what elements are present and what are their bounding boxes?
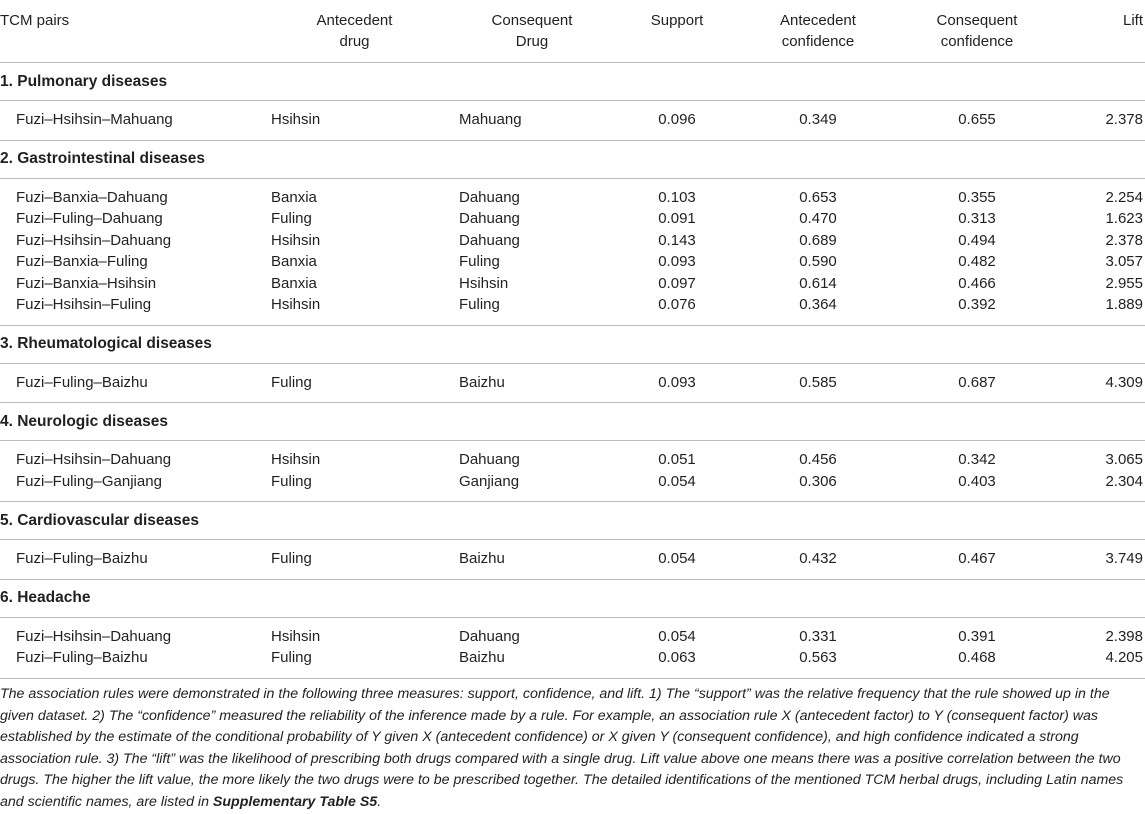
group-title: 5. Cardiovascular diseases — [0, 502, 1145, 540]
group-title: 4. Neurologic diseases — [0, 403, 1145, 441]
cell-consequent-drug: Hsihsin — [459, 274, 509, 292]
group-row — [0, 502, 1145, 540]
cell-antecedent-drug: Banxia — [271, 253, 317, 270]
group-row — [0, 325, 1145, 363]
cell-support: 0.097 — [658, 274, 696, 292]
table-header — [0, 0, 1145, 63]
cell-consequent-drug: Dahuang — [459, 210, 520, 227]
cell-pair: Fuzi–Hsihsin–Fuling — [16, 296, 152, 313]
cell-antecedent-drug: Hsihsin — [271, 296, 321, 313]
cell-consequent-drug: Dahuang — [459, 188, 520, 206]
cell-consequent-confidence: 0.482 — [958, 253, 996, 270]
supplementary-table-link[interactable]: Supplementary Table S5 — [212, 793, 378, 810]
cell-pair: Fuzi–Hsihsin–Dahuang — [16, 627, 172, 645]
cell-antecedent-confidence: 0.585 — [799, 373, 837, 391]
cell-antecedent-drug: Fuling — [271, 472, 312, 490]
table-row — [0, 230, 1145, 252]
cell-antecedent-confidence: 0.590 — [799, 253, 837, 270]
table-row — [0, 540, 1145, 580]
cell-antecedent-drug: Fuling — [262, 647, 447, 678]
cell-pair: Fuzi–Banxia–Dahuang — [16, 188, 168, 206]
cell-pair: Fuzi–Fuling–Dahuang — [16, 210, 163, 227]
cell-pair: Fuzi–Banxia–Fuling — [16, 253, 148, 270]
cell-antecedent-confidence: 0.470 — [799, 210, 837, 227]
cell-pair: Fuzi–Fuling–Baizhu — [16, 550, 148, 567]
cell-consequent-confidence: 0.468 — [899, 647, 1055, 678]
table-row — [0, 617, 1145, 647]
cell-consequent-drug: Ganjiang — [459, 472, 520, 490]
header-consequent-drug: Consequent Drug — [447, 0, 617, 63]
cell-lift: 3.065 — [1105, 451, 1143, 468]
table-row — [0, 363, 1145, 403]
cell-pair: Fuzi–Hsihsin–Dahuang — [16, 231, 172, 249]
table-row — [0, 441, 1145, 471]
table-row — [0, 101, 1145, 141]
cell-lift: 3.057 — [1105, 253, 1143, 270]
group-title: 6. Headache — [0, 579, 1145, 617]
cell-consequent-drug: Dahuang — [459, 627, 520, 645]
cell-lift: 2.378 — [1105, 231, 1143, 249]
cell-lift: 1.889 — [1105, 296, 1143, 313]
header-consequent-confidence: Consequent confidence — [899, 0, 1055, 63]
group-row — [0, 403, 1145, 441]
cell-lift: 4.205 — [1055, 647, 1145, 678]
cell-pair: Fuzi–Hsihsin–Dahuang — [16, 451, 172, 468]
header-antecedent-drug: Antecedent drug — [262, 0, 447, 63]
cell-antecedent-drug: Hsihsin — [271, 111, 321, 128]
cell-consequent-confidence: 0.494 — [958, 231, 996, 249]
cell-lift: 2.955 — [1105, 274, 1143, 292]
header-support: Support — [617, 0, 737, 63]
cell-antecedent-drug: Hsihsin — [271, 627, 321, 645]
table-row — [0, 273, 1145, 295]
cell-lift: 3.749 — [1105, 550, 1143, 567]
cell-support: 0.103 — [658, 188, 696, 206]
cell-antecedent-drug: Banxia — [271, 188, 317, 206]
cell-antecedent-confidence: 0.331 — [799, 627, 837, 645]
table-footnote — [0, 684, 1140, 814]
cell-support: 0.076 — [658, 296, 696, 313]
cell-antecedent-confidence: 0.432 — [799, 550, 837, 567]
cell-consequent-drug: Mahuang — [459, 111, 522, 128]
table-row — [0, 251, 1145, 273]
header-lift: Lift — [1055, 0, 1145, 63]
header-tcm-pairs: TCM pairs — [0, 0, 262, 63]
cell-consequent-confidence: 0.403 — [958, 472, 996, 490]
table-row — [0, 178, 1145, 208]
group-title: 1. Pulmonary diseases — [0, 63, 1145, 101]
cell-support: 0.143 — [658, 231, 696, 249]
cell-pair: Fuzi–Banxia–Hsihsin — [16, 274, 157, 292]
cell-support: 0.054 — [658, 472, 696, 490]
cell-consequent-confidence: 0.687 — [958, 373, 996, 391]
cell-consequent-drug: Fuling — [459, 296, 500, 313]
cell-antecedent-confidence: 0.349 — [799, 111, 837, 128]
table-row — [0, 294, 1145, 325]
table-row — [0, 647, 1145, 678]
cell-antecedent-confidence: 0.364 — [799, 296, 837, 313]
cell-antecedent-drug: Hsihsin — [271, 231, 321, 249]
cell-lift: 1.623 — [1105, 210, 1143, 227]
cell-consequent-confidence: 0.355 — [958, 188, 996, 206]
cell-support: 0.054 — [658, 627, 696, 645]
cell-antecedent-confidence: 0.456 — [799, 451, 837, 468]
cell-lift: 2.398 — [1105, 627, 1143, 645]
cell-lift: 2.254 — [1105, 188, 1143, 206]
footnote-end: . — [377, 793, 382, 810]
cell-consequent-confidence: 0.466 — [958, 274, 996, 292]
cell-consequent-drug: Dahuang — [459, 451, 520, 468]
cell-lift: 2.304 — [1105, 472, 1143, 490]
group-row — [0, 140, 1145, 178]
cell-antecedent-confidence: 0.689 — [799, 231, 837, 249]
cell-pair: Fuzi–Fuling–Baizhu — [0, 647, 262, 678]
cell-support: 0.091 — [658, 210, 696, 227]
cell-consequent-confidence: 0.313 — [958, 210, 996, 227]
cell-antecedent-drug: Banxia — [271, 274, 317, 292]
cell-consequent-confidence: 0.655 — [958, 111, 996, 128]
cell-lift: 2.378 — [1105, 111, 1143, 128]
cell-consequent-drug: Baizhu — [459, 550, 505, 567]
cell-consequent-confidence: 0.392 — [958, 296, 996, 313]
group-title: 2. Gastrointestinal diseases — [0, 140, 1145, 178]
cell-pair: Fuzi–Fuling–Ganjiang — [16, 472, 162, 490]
cell-consequent-confidence: 0.391 — [958, 627, 996, 645]
cell-antecedent-confidence: 0.563 — [737, 647, 899, 678]
cell-consequent-confidence: 0.342 — [958, 451, 996, 468]
group-row — [0, 579, 1145, 617]
cell-antecedent-drug: Fuling — [271, 210, 312, 227]
cell-consequent-confidence: 0.467 — [958, 550, 996, 567]
table-row — [0, 208, 1145, 230]
cell-consequent-drug: Baizhu — [447, 647, 617, 678]
cell-consequent-drug: Dahuang — [459, 231, 520, 249]
cell-support: 0.063 — [617, 647, 737, 678]
cell-antecedent-drug: Hsihsin — [271, 451, 321, 468]
cell-consequent-drug: Fuling — [459, 253, 500, 270]
cell-support: 0.096 — [658, 111, 696, 128]
cell-support: 0.054 — [658, 550, 696, 567]
cell-antecedent-confidence: 0.306 — [799, 472, 837, 490]
cell-antecedent-confidence: 0.653 — [799, 188, 837, 206]
cell-support: 0.093 — [658, 373, 696, 391]
table-row — [0, 471, 1145, 502]
cell-support: 0.051 — [658, 451, 696, 468]
cell-lift: 4.309 — [1105, 373, 1143, 391]
cell-pair: Fuzi–Hsihsin–Mahuang — [16, 111, 173, 128]
table-body — [0, 63, 1145, 679]
cell-antecedent-drug: Fuling — [271, 550, 312, 567]
footnote-text: The association rules were demonstrated in the following three measures: support, confidence, and lift. 1) The “support” was the relative frequency that the rule showed up in the given dataset. 2) The “confidence” measured the reliability of the inference made by a rule. For example, an association rule X (antecedent factor) to Y (consequent factor) was established by the estimate of the conditional probability of Y given X (antecedent confidence) or X given Y (consequent confidence), and high confidence indicated a strong association rule. 3) The “lift” was the likelihood of prescribing both drugs compared with a single drug. Lift value above one means there was a positive correlation between the two drugs. The higher the lift value, the more likely the two drugs were to be prescribed together. The detailed identifications of the mentioned TCM herbal drugs, including Latin names and scientific names, are listed in — [0, 686, 1124, 810]
cell-antecedent-confidence: 0.614 — [799, 274, 837, 292]
group-title: 3. Rheumatological diseases — [0, 325, 1145, 363]
header-antecedent-confidence: Antecedent confidence — [737, 0, 899, 63]
cell-pair: Fuzi–Fuling–Baizhu — [16, 373, 148, 391]
group-row — [0, 63, 1145, 101]
cell-consequent-drug: Baizhu — [459, 373, 505, 391]
cell-antecedent-drug: Fuling — [271, 373, 312, 391]
cell-support: 0.093 — [658, 253, 696, 270]
